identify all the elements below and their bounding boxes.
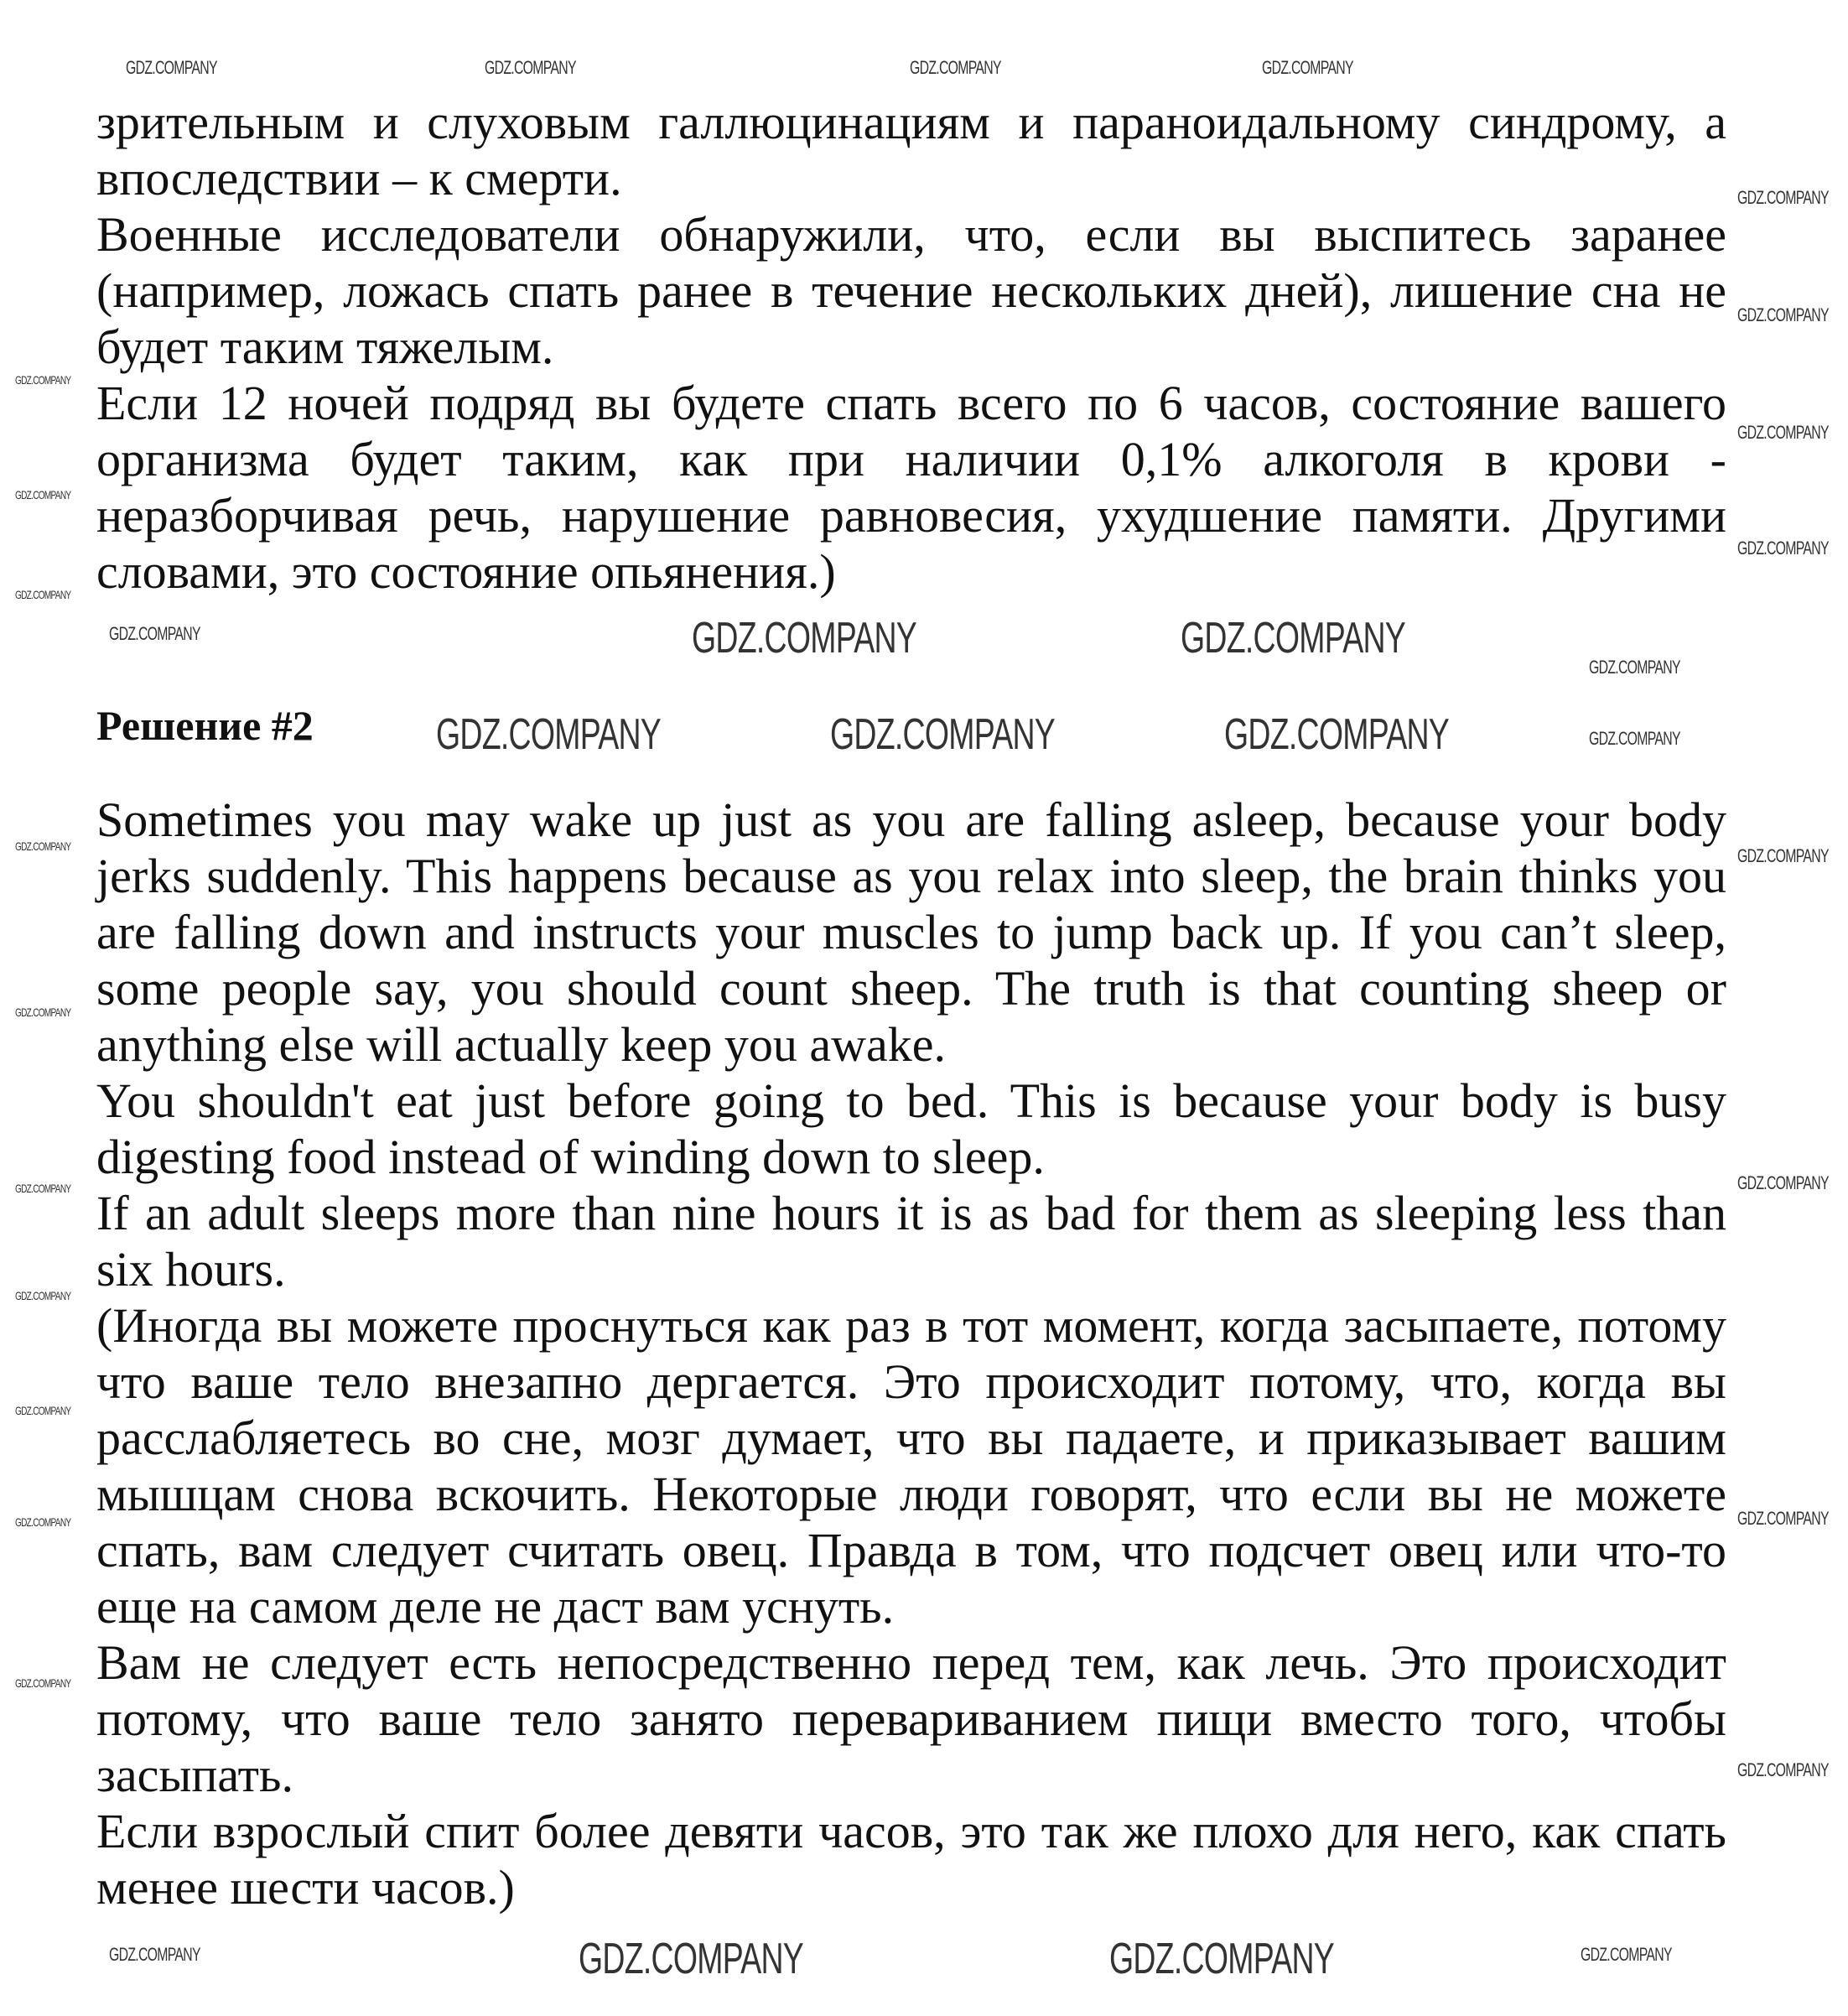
- watermark: GDZ.COMPANY: [910, 57, 1001, 78]
- text-line: спать, вам следует считать овец. Правда в том, что подсчет овец или что-то: [96, 1523, 1726, 1577]
- text-line: digesting food instead of winding down to sleep.: [96, 1130, 1045, 1184]
- text-line: что ваше тело внезапно дергается. Это происходит потому, что, когда вы: [96, 1354, 1726, 1409]
- watermark: GDZ.COMPANY: [1109, 1935, 1335, 1983]
- text-line: организма будет таким, как при наличии 0,1% алкоголя в крови -: [96, 432, 1726, 486]
- watermark: GDZ.COMPANY: [15, 488, 71, 501]
- text-line: some people say, you should count sheep. The truth is that counting sheep or: [96, 961, 1726, 1016]
- watermark: GDZ.COMPANY: [1224, 710, 1450, 759]
- watermark: GDZ.COMPANY: [1737, 1508, 1829, 1529]
- english-text: [96, 792, 1726, 1297]
- watermark: GDZ.COMPANY: [126, 57, 217, 78]
- watermark: GDZ.COMPANY: [1262, 57, 1353, 78]
- watermark: GDZ.COMPANY: [436, 710, 662, 759]
- text-line: (например, ложась спать ранее в течение нескольких дней), лишение сна не: [96, 263, 1726, 318]
- watermark: GDZ.COMPANY: [15, 1404, 71, 1417]
- text-line: потому, что ваше тело занято перевариванием пищи вместо того, чтобы: [96, 1691, 1726, 1746]
- watermark: GDZ.COMPANY: [1737, 304, 1829, 325]
- text-line: засыпать.: [96, 1748, 293, 1802]
- text-line: jerks suddenly. This happens because as you relax into sleep, the brain thinks you: [96, 849, 1726, 903]
- text-line: anything else will actually keep you awake.: [96, 1017, 947, 1072]
- watermark: GDZ.COMPANY: [692, 614, 917, 662]
- watermark: GDZ.COMPANY: [1737, 422, 1829, 443]
- text-line: расслабляетесь во сне, мозг думает, что вы падаете, и приказывает вашим: [96, 1411, 1726, 1465]
- text-line: six hours.: [96, 1242, 286, 1296]
- watermark: GDZ.COMPANY: [1737, 845, 1829, 866]
- watermark: GDZ.COMPANY: [1737, 1172, 1829, 1193]
- watermark: GDZ.COMPANY: [15, 839, 71, 853]
- watermark: GDZ.COMPANY: [1737, 187, 1829, 208]
- watermark: GDZ.COMPANY: [15, 1676, 71, 1690]
- watermark: GDZ.COMPANY: [15, 1515, 71, 1529]
- text-line: словами, это состояние опьянения.): [96, 544, 836, 599]
- watermark: GDZ.COMPANY: [1589, 728, 1680, 749]
- text-line: еще на самом деле не даст вам уснуть.: [96, 1579, 895, 1634]
- text-line: Sometimes you may wake up just as you are falling asleep, because your body: [96, 792, 1726, 847]
- text-line: Если 12 ночей подряд вы будете спать всего по 6 часов, состояние вашего: [96, 376, 1726, 430]
- watermark: GDZ.COMPANY: [1737, 1759, 1829, 1780]
- watermark: GDZ.COMPANY: [109, 1944, 200, 1965]
- watermark: GDZ.COMPANY: [1181, 614, 1406, 662]
- watermark: GDZ.COMPANY: [109, 623, 200, 644]
- watermark: GDZ.COMPANY: [15, 1182, 71, 1195]
- text-line: (Иногда вы можете проснуться как раз в тот момент, когда засыпаете, потому: [96, 1298, 1726, 1353]
- russian-text-part2: [96, 1297, 1726, 1915]
- watermark: GDZ.COMPANY: [15, 373, 71, 387]
- watermark: GDZ.COMPANY: [579, 1935, 804, 1983]
- watermark: GDZ.COMPANY: [1581, 1944, 1672, 1965]
- text-line: менее шести часов.): [96, 1860, 515, 1915]
- russian-text-part1: [96, 94, 1726, 600]
- watermark: GDZ.COMPANY: [485, 57, 576, 78]
- text-line: впоследствии – к смерти.: [96, 151, 622, 205]
- watermark: GDZ.COMPANY: [1737, 538, 1829, 559]
- text-line: If an adult sleeps more than nine hours it is as bad for them as sleeping less than: [96, 1186, 1726, 1240]
- text-line: Вам не следует есть непосредственно перед тем, как лечь. Это происходит: [96, 1635, 1726, 1690]
- text-line: будет таким тяжелым.: [96, 320, 554, 374]
- text-line: Если взрослый спит более девяти часов, это так же плохо для него, как спать: [96, 1804, 1726, 1858]
- watermark: GDZ.COMPANY: [15, 588, 71, 601]
- text-line: мышцам снова вскочить. Некоторые люди говорят, что если вы не можете: [96, 1467, 1726, 1521]
- watermark: GDZ.COMPANY: [830, 710, 1056, 759]
- watermark: GDZ.COMPANY: [15, 1289, 71, 1302]
- watermark: GDZ.COMPANY: [15, 1005, 71, 1019]
- text-line: Военные исследователи обнаружили, что, если вы выспитесь заранее: [96, 207, 1726, 262]
- solution-heading: Решение #2: [96, 702, 314, 749]
- text-line: are falling down and instructs your muscles to jump back up. If you can’t sleep,: [96, 905, 1726, 959]
- text-line: зрительным и слуховым галлюцинациям и параноидальному синдрому, а: [96, 95, 1726, 149]
- text-line: You shouldn't eat just before going to bed. This is because your body is busy: [96, 1073, 1726, 1128]
- text-line: неразборчивая речь, нарушение равновесия, ухудшение памяти. Другими: [96, 488, 1726, 543]
- watermark: GDZ.COMPANY: [1589, 657, 1680, 678]
